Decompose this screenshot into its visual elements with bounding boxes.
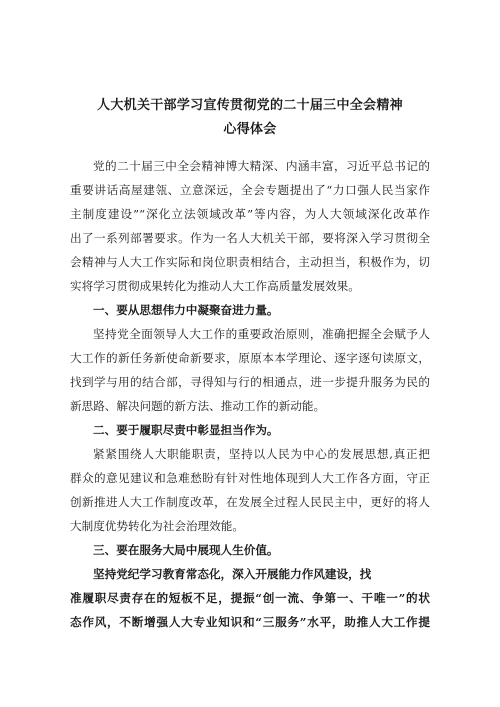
- section-1-line-3: 找到学与用的结合部，寻得知与行的相通点，进一步提升服务为民的: [70, 375, 430, 389]
- document-title: 人大机关干部学习宣传贯彻党的二十届三中全会精神: [97, 98, 403, 113]
- section-2-line-3: 创新推进人大工作制度改革，在发展全过程人民民主中，更好的将人: [70, 495, 430, 509]
- section-1-line-2: 大工作的新任务新使命新要求，原原本本学理论、逐字逐句读原文，: [70, 351, 430, 365]
- section-3-line-2: 准履职尽责存在的短板不足，提振“创一流、争第一、干唯一”的状: [70, 591, 430, 605]
- section-1-line-4: 新思路、解决问题的新方法、推动工作的新动能。: [70, 399, 326, 413]
- intro-line-1: 党的二十届三中全会精神博大精深、内涵丰富，习近平总书记的: [93, 159, 430, 173]
- section-3-heading: 三、要在服务大局中展现人生价值。: [93, 543, 279, 557]
- section-2-heading: 二、要于履职尽责中彰显担当作为。: [93, 423, 279, 437]
- intro-line-2: 重要讲话高屋建瓴、立意深远，全会专题提出了“力口强人民当家作: [70, 183, 430, 197]
- section-2-line-4: 大制度优势转化为社会治理效能。: [70, 519, 244, 533]
- section-2-line-1: 紧紧围绕人大职能职责，坚持以人民为中心的发展思想,真正把: [93, 447, 430, 461]
- document-subtitle: 心得体会: [223, 122, 277, 137]
- section-1-line-1: 坚持党全面领导人大工作的重要政治原则，准确把握全会赋予人: [93, 327, 430, 341]
- section-3-line-3: 态作风，不断增强人大专业知识和“三服务”水平，助推人大工作提: [70, 615, 430, 629]
- intro-line-6: 实将学习贯彻成果转化为推动人大工作高质量发展效果。: [70, 279, 360, 293]
- intro-line-4: 出了一系列部署要求。作为一名人大机关干部，要将深入学习贯彻全: [70, 231, 430, 245]
- section-3-line-1: 坚持党纪学习教育常态化，深入开展能力作风建设，找: [93, 567, 372, 581]
- section-2-line-2: 群众的意见建议和急难愁盼有针对性地体现到人大工作各方面，守正: [70, 471, 430, 485]
- intro-line-3: 主制度建设”“深化立法领域改革”等内容，为人大领域深化改革作: [70, 207, 430, 221]
- intro-line-5: 会精神与人大工作实际和岗位职责相结合，主动担当，积极作为，切: [70, 255, 430, 269]
- section-1-heading: 一、要从思想伟力中凝聚奋进力量。: [93, 303, 279, 317]
